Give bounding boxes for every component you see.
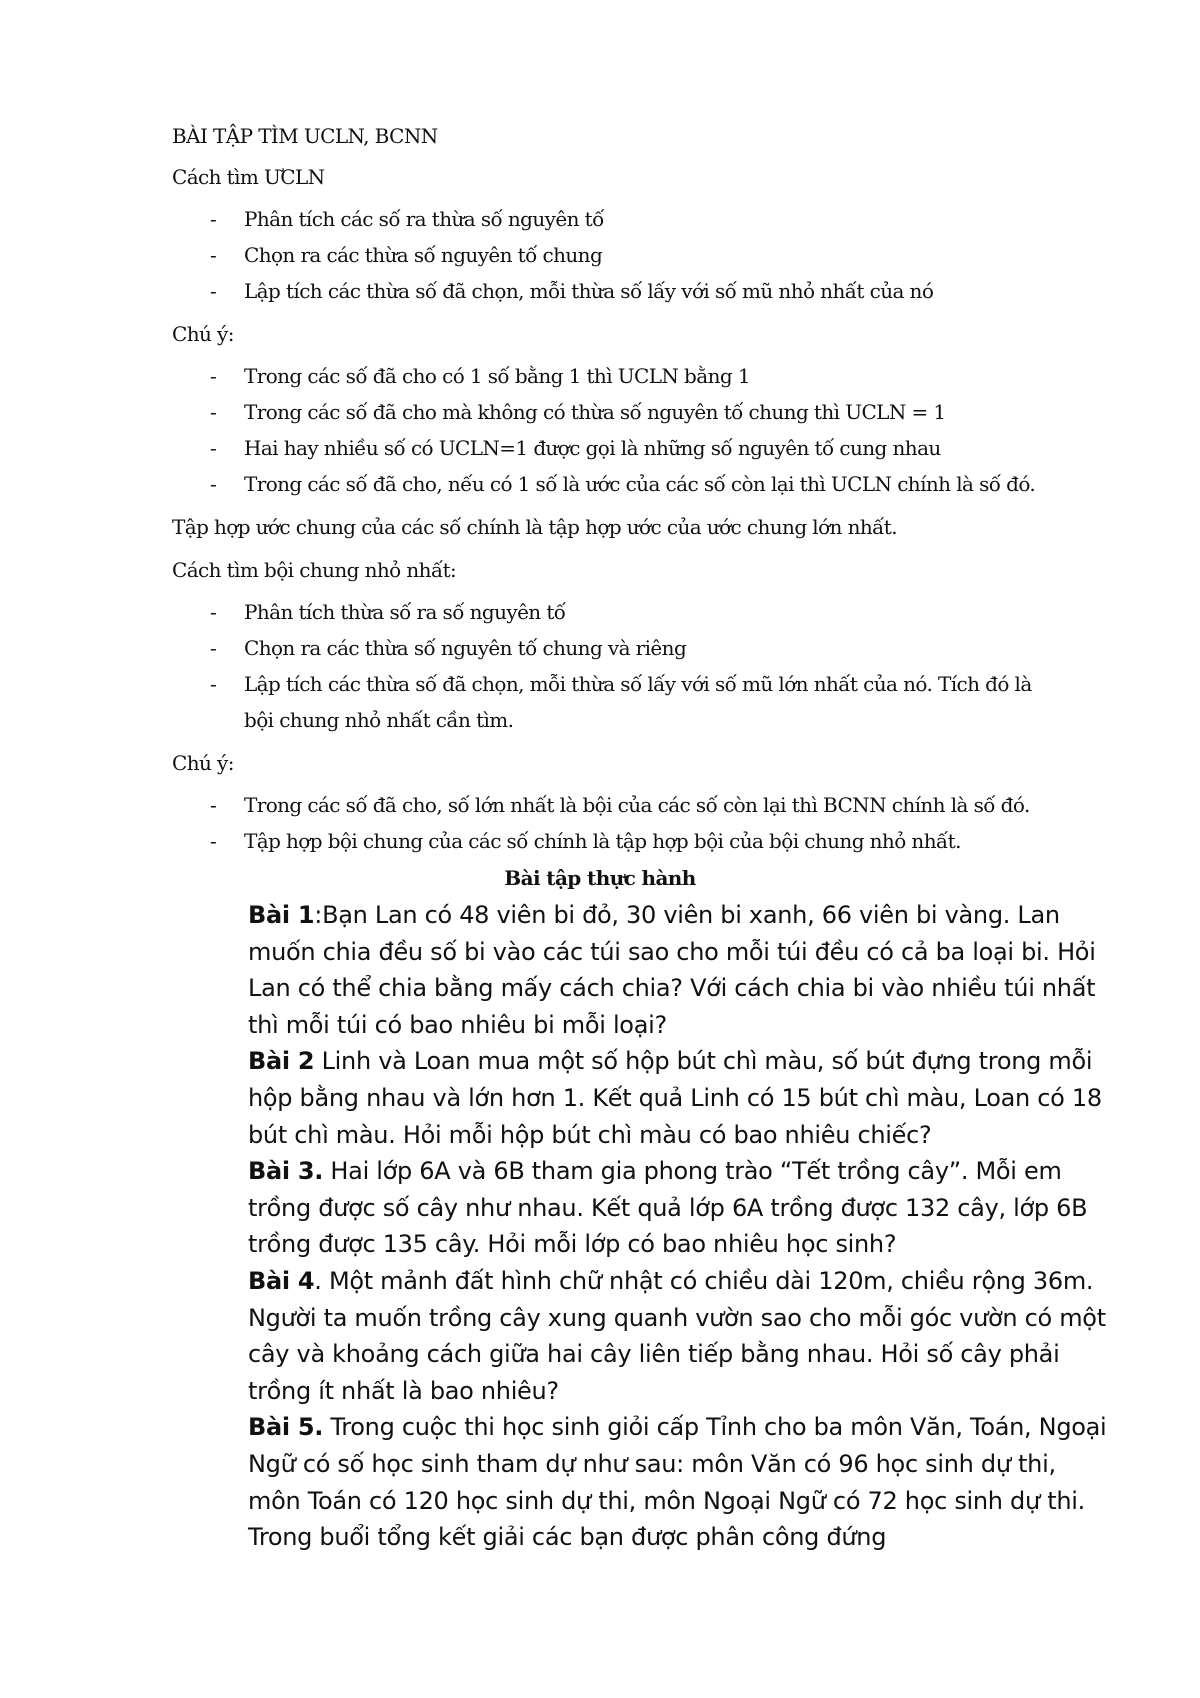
exercise-item <box>248 897 1108 1043</box>
exercise-item <box>248 1409 1108 1555</box>
exercise-list <box>248 897 1108 1556</box>
exercise-item <box>248 1263 1108 1409</box>
practice-heading: Bài tập thực hành <box>504 866 696 890</box>
exercise-item <box>248 1043 1108 1153</box>
exercise-text: Trong cuộc thi học sinh giỏi cấp Tỉnh cho ba môn Văn, Toán, Ngoại Ngữ có số học sinh tham dự như sau: môn Văn có 96 học sinh dự thi, môn Toán có 120 học sinh dự thi, môn Ngoại Ngữ có 72 học sinh dự thi. Trong buổi tổng kết giải các bạn được phân công đứng <box>248 1413 1107 1552</box>
exercise-label: Bài 4 <box>248 1266 315 1295</box>
ucln-heading: Cách tìm ƯCLN <box>172 165 325 189</box>
exercise-label: Bài 3. <box>248 1157 324 1186</box>
exercise-label: Bài 2 <box>248 1047 315 1076</box>
exercise-text: . Một mảnh đất hình chữ nhật có chiều dài 120m, chiều rộng 36m. Người ta muốn trồng cây xung quanh vườn sao cho mỗi góc vườn có một cây và khoảng cách giữa hai cây liên tiếp bằng nhau. Hỏi số cây phải trồng ít nhất là bao nhiêu? <box>248 1266 1106 1405</box>
document-page: BÀI TẬP TÌM UCLN, BCNN Cách tìm ƯCLN - Phân tích các số ra thừa số nguyên tố - Chọn ra các thừa số nguyên tố chung - Lập tích các thừa số đã chọn, mỗi thừa số lấy với số mũ nhỏ nhất của nó Chú ý: - Trong các số đã cho có 1 số bằng 1 thì UCLN bằng 1 - Trong các số đã cho mà không có thừa số nguyên tố chung thì UCLN = 1 - Hai hay nhiều số có UCLN=1 được gọi là những số nguyên tố cung nhau - Trong các số đã cho, nếu có 1 số là ước của các số còn lại thì UCLN chính là số đó. Tập hợp ước chung của các số chính là tập hợp ước của ước chung lớn nhất. Cách tìm bội chung nhỏ nhất: - Phân tích thừa số ra số nguyên tố - Chọn ra các thừa số nguyên tố chung và riêng - Lập tích các thừa số đã chọn, mỗi thừa số lấy với số mũ lớn nhất của nó. Tích đó là bội chung nhỏ nhất cần tìm. Chú ý: - Trong các số đã cho, số lớn nhất là bội của các số còn lại thì BCNN chính là số đó. - Tập hợp bội chung của các số chính là tập hợp bội của bội chung nhỏ nhất. Bài tập thực hành Bài 1:Bạn Lan có 48 viên bi đỏ, 30 viên bi xanh, 66 viên bi vàng. Lan muốn chia đều số bi vào các túi sao cho mỗi túi đều có cả ba loại bi. Hỏi Lan có thể chia bằng mấy cách chia? Với cách chia bi vào nhiều túi nhất thì mỗi túi có bao nhiêu bi mỗi loại? Bài 2 Linh và Loan mua một số hộp bút chì màu, số bút đựng trong mỗi hộp bằng nhau và lớn hơn 1. Kết quả Linh có 15 bút chì màu, Loan có 18 bút chì màu. Hỏi mỗi hộp bút chì màu có bao nhiêu chiếc? Bài 3. Hai lớp 6A và 6B tham gia phong trào “Tết trồng cây”. Mỗi em trồng được số cây như nhau. Kết quả lớp 6A trồng được 132 cây, lớp 6B trồng được 135 cây. Hỏi mỗi lớp có bao nhiêu học sinh? Bài 4. Một mảnh đất hình chữ nhật có chiều dài 120m, chiều rộng 36m. Người ta muốn trồng cây xung quanh vườn sao cho mỗi góc vườn có một cây và khoảng cách giữa hai cây liên tiếp bằng nhau. Hỏi số cây phải trồng ít nhất là bao nhiêu? Bài 5. Trong cuộc thi học sinh giỏi cấp Tỉnh cho ba môn Văn, Toán, Ngoại Ngữ có số học sinh tham dự như sau: môn Văn có 96 học sinh dự thi, môn Toán có 120 học sinh dự thi, môn Ngoại Ngữ có 72 học sinh dự thi. Trong buổi tổng kết giải các bạn được phân công đứng <box>0 0 1200 1698</box>
ucln-note-label: Chú ý: <box>172 322 234 346</box>
exercise-text: Hai lớp 6A và 6B tham gia phong trào “Tết trồng cây”. Mỗi em trồng được số cây như nhau. Kết quả lớp 6A trồng được 132 cây, lớp 6B trồng được 135 cây. Hỏi mỗi lớp có bao nhiêu học sinh? <box>248 1157 1088 1259</box>
exercise-text: Linh và Loan mua một số hộp bút chì màu, số bút đựng trong mỗi hộp bằng nhau và lớn hơn 1. Kết quả Linh có 15 bút chì màu, Loan có 18 bút chì màu. Hỏi mỗi hộp bút chì màu có bao nhiêu chiếc? <box>248 1047 1102 1149</box>
exercise-label: Bài 5. <box>248 1413 324 1442</box>
exercise-text: :Bạn Lan có 48 viên bi đỏ, 30 viên bi xanh, 66 viên bi vàng. Lan muốn chia đều số bi vào các túi sao cho mỗi túi đều có cả ba loại bi. Hỏi Lan có thể chia bằng mấy cách chia? Với cách chia bi vào nhiều túi nhất thì mỗi túi có bao nhiêu bi mỗi loại? <box>248 901 1096 1039</box>
document-title: BÀI TẬP TÌM UCLN, BCNN <box>172 124 438 148</box>
exercise-item <box>248 1153 1108 1263</box>
bcnn-note-label: Chú ý: <box>172 751 234 775</box>
bcnn-heading: Cách tìm bội chung nhỏ nhất: <box>172 558 457 582</box>
exercise-label: Bài 1 <box>248 901 315 929</box>
ucln-summary: Tập hợp ước chung của các số chính là tập hợp ước của ước chung lớn nhất. <box>172 515 897 539</box>
